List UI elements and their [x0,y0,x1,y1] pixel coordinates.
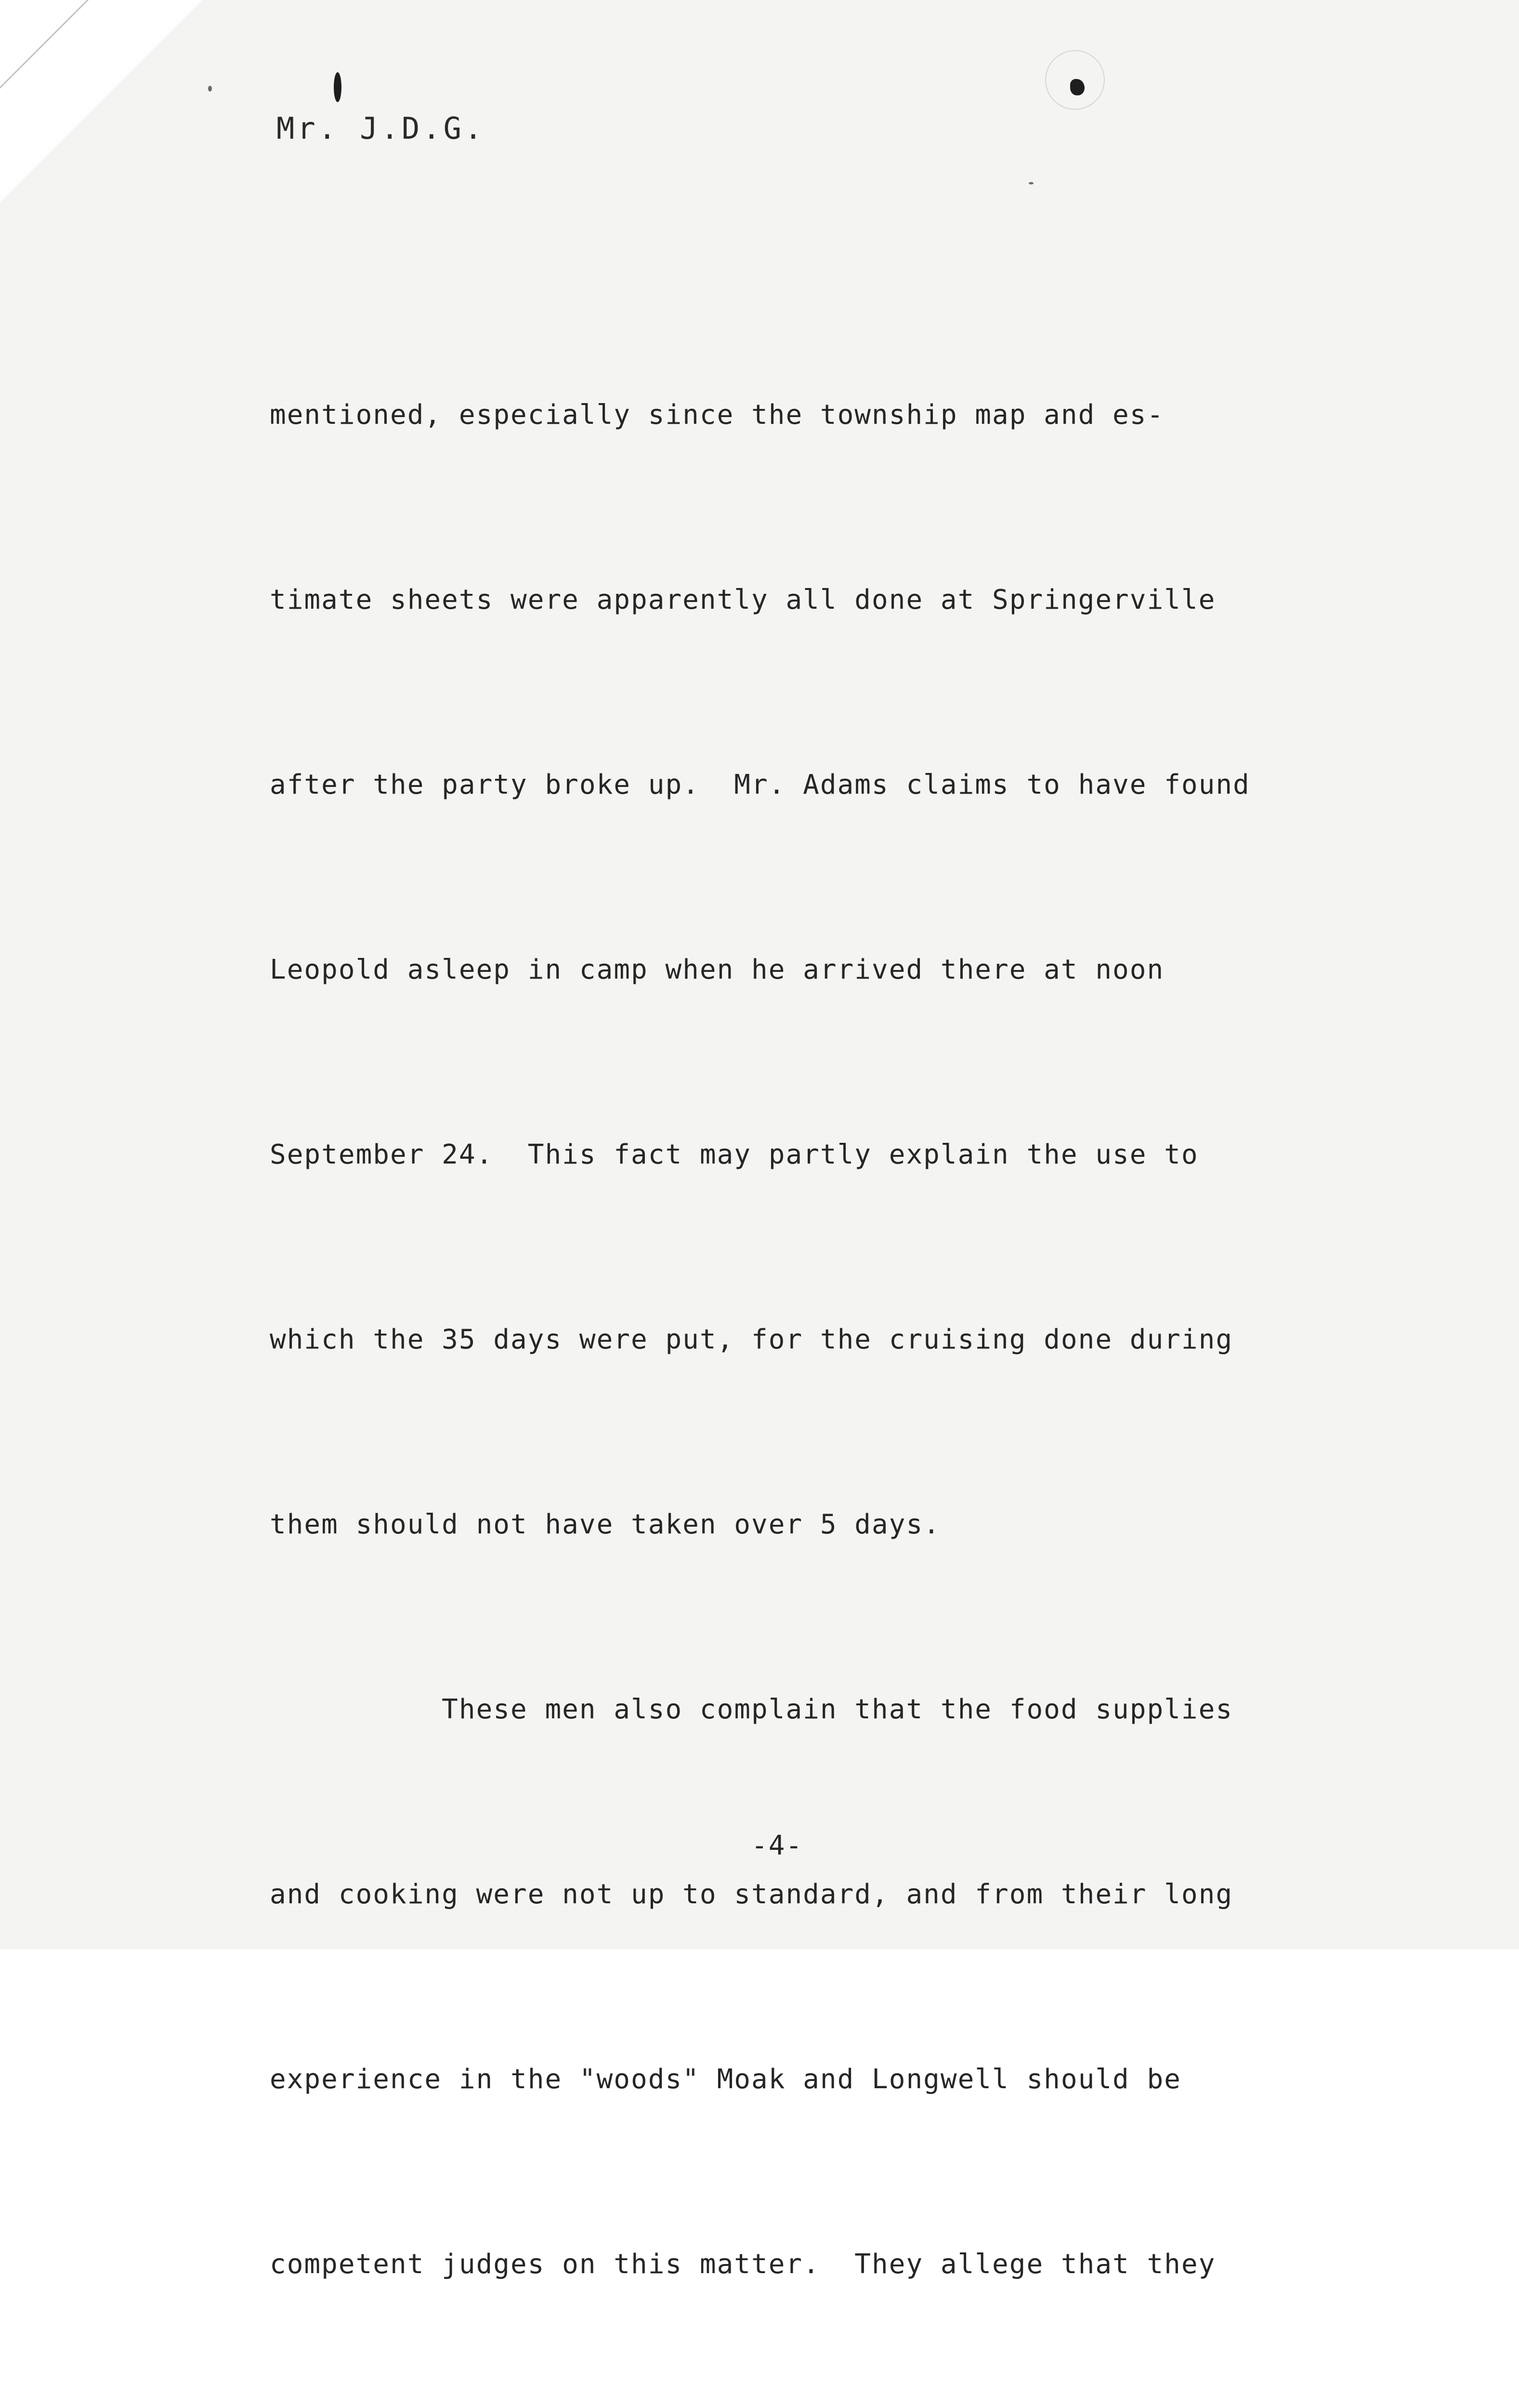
memo-body [270,261,1250,2408]
text-line: timate sheets were apparently all done at Springerville [270,584,1216,615]
memo-header: Mr. J.D.G. [276,111,485,146]
text-line: These men also complain that the food supplies [270,1694,1233,1725]
text-line: experience in the "woods" Moak and Longwell should be [270,2064,1181,2095]
punch-hole-mark-right [1070,79,1085,95]
paper-speck [1029,182,1034,184]
text-line: September 24. This fact may partly explain the use to [270,1139,1199,1170]
text-line: which the 35 days were put, for the cruising done during [270,1324,1233,1355]
punch-hole-mark-left [334,72,341,102]
text-line: mentioned, especially since the township map and es- [270,399,1165,431]
folded-corner [0,0,202,202]
text-line: and cooking were not up to standard, and from their long [270,1879,1233,1910]
text-line: them should not have taken over 5 days. [270,1509,941,1540]
paper-speck [208,86,212,92]
page-number: -4- [751,1830,803,1861]
text-line: Leopold asleep in camp when he arrived there at noon [270,954,1165,985]
text-line: competent judges on this matter. They allege that they [270,2249,1216,2280]
text-line: after the party broke up. Mr. Adams claims to have found [270,769,1250,800]
